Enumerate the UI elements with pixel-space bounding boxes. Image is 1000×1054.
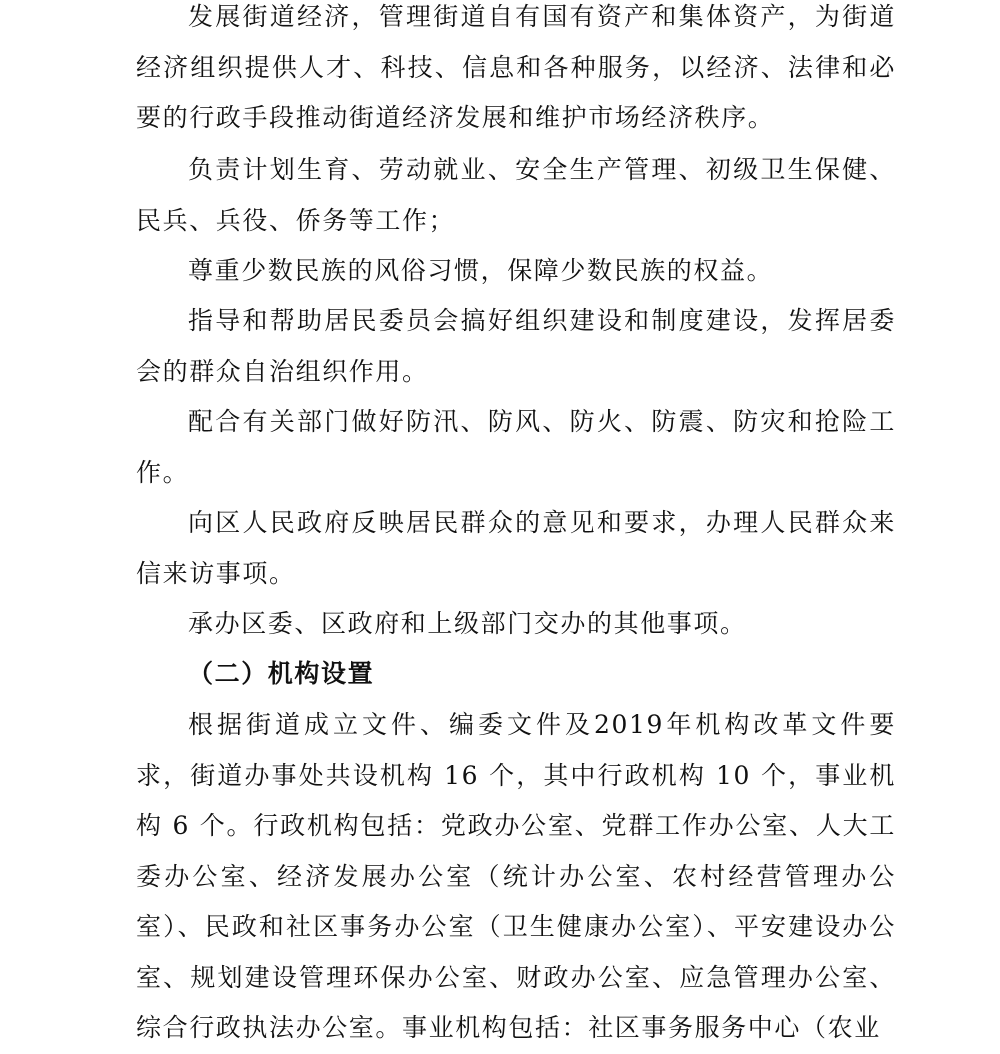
paragraph-family-planning: 负责计划生育、劳动就业、安全生产管理、初级卫生保健、民兵、兵役、侨务等工作； [136, 155, 896, 235]
section-heading: （二）机构设置 [188, 659, 375, 688]
paragraph-other-matters: 承办区委、区政府和上级部门交办的其他事项。 [188, 609, 747, 638]
paragraph-residents-committee: 指导和帮助居民委员会搞好组织建设和制度建设，发挥居委会的群众自治组织作用。 [136, 306, 896, 386]
paragraph-ethnic-minorities: 尊重少数民族的风俗习惯，保障少数民族的权益。 [188, 256, 774, 285]
paragraph-disaster-prevention: 配合有关部门做好防汛、防风、防火、防震、防灾和抢险工作。 [136, 407, 896, 487]
paragraph-org-setup: 根据街道成立文件、编委文件及2019年机构改革文件要求，街道办事处共设机构 16 个，其中行政机构 10 个，事业机构 6 个。行政机构包括：党政办公室、党群工作办公室、人大工委办公室、经济发展办公室（统计办公室、农村经营管理办公室）、民政和社区事务办公室（卫生健康办公室）、平安建设办公室、规划建设管理环保办公室、财政办公室、应急管理办公室、综合行政执法办公室。事业机构包括：社区事务服务中心（农业 [136, 710, 896, 1042]
paragraph-economy: 发展街道经济，管理街道自有国有资产和集体资产，为街道经济组织提供人才、科技、信息和各种服务，以经济、法律和必要的行政手段推动街道经济发展和维护市场经济秩序。 [136, 2, 896, 132]
paragraph-petitions: 向区人民政府反映居民群众的意见和要求，办理人民群众来信来访事项。 [136, 508, 896, 588]
